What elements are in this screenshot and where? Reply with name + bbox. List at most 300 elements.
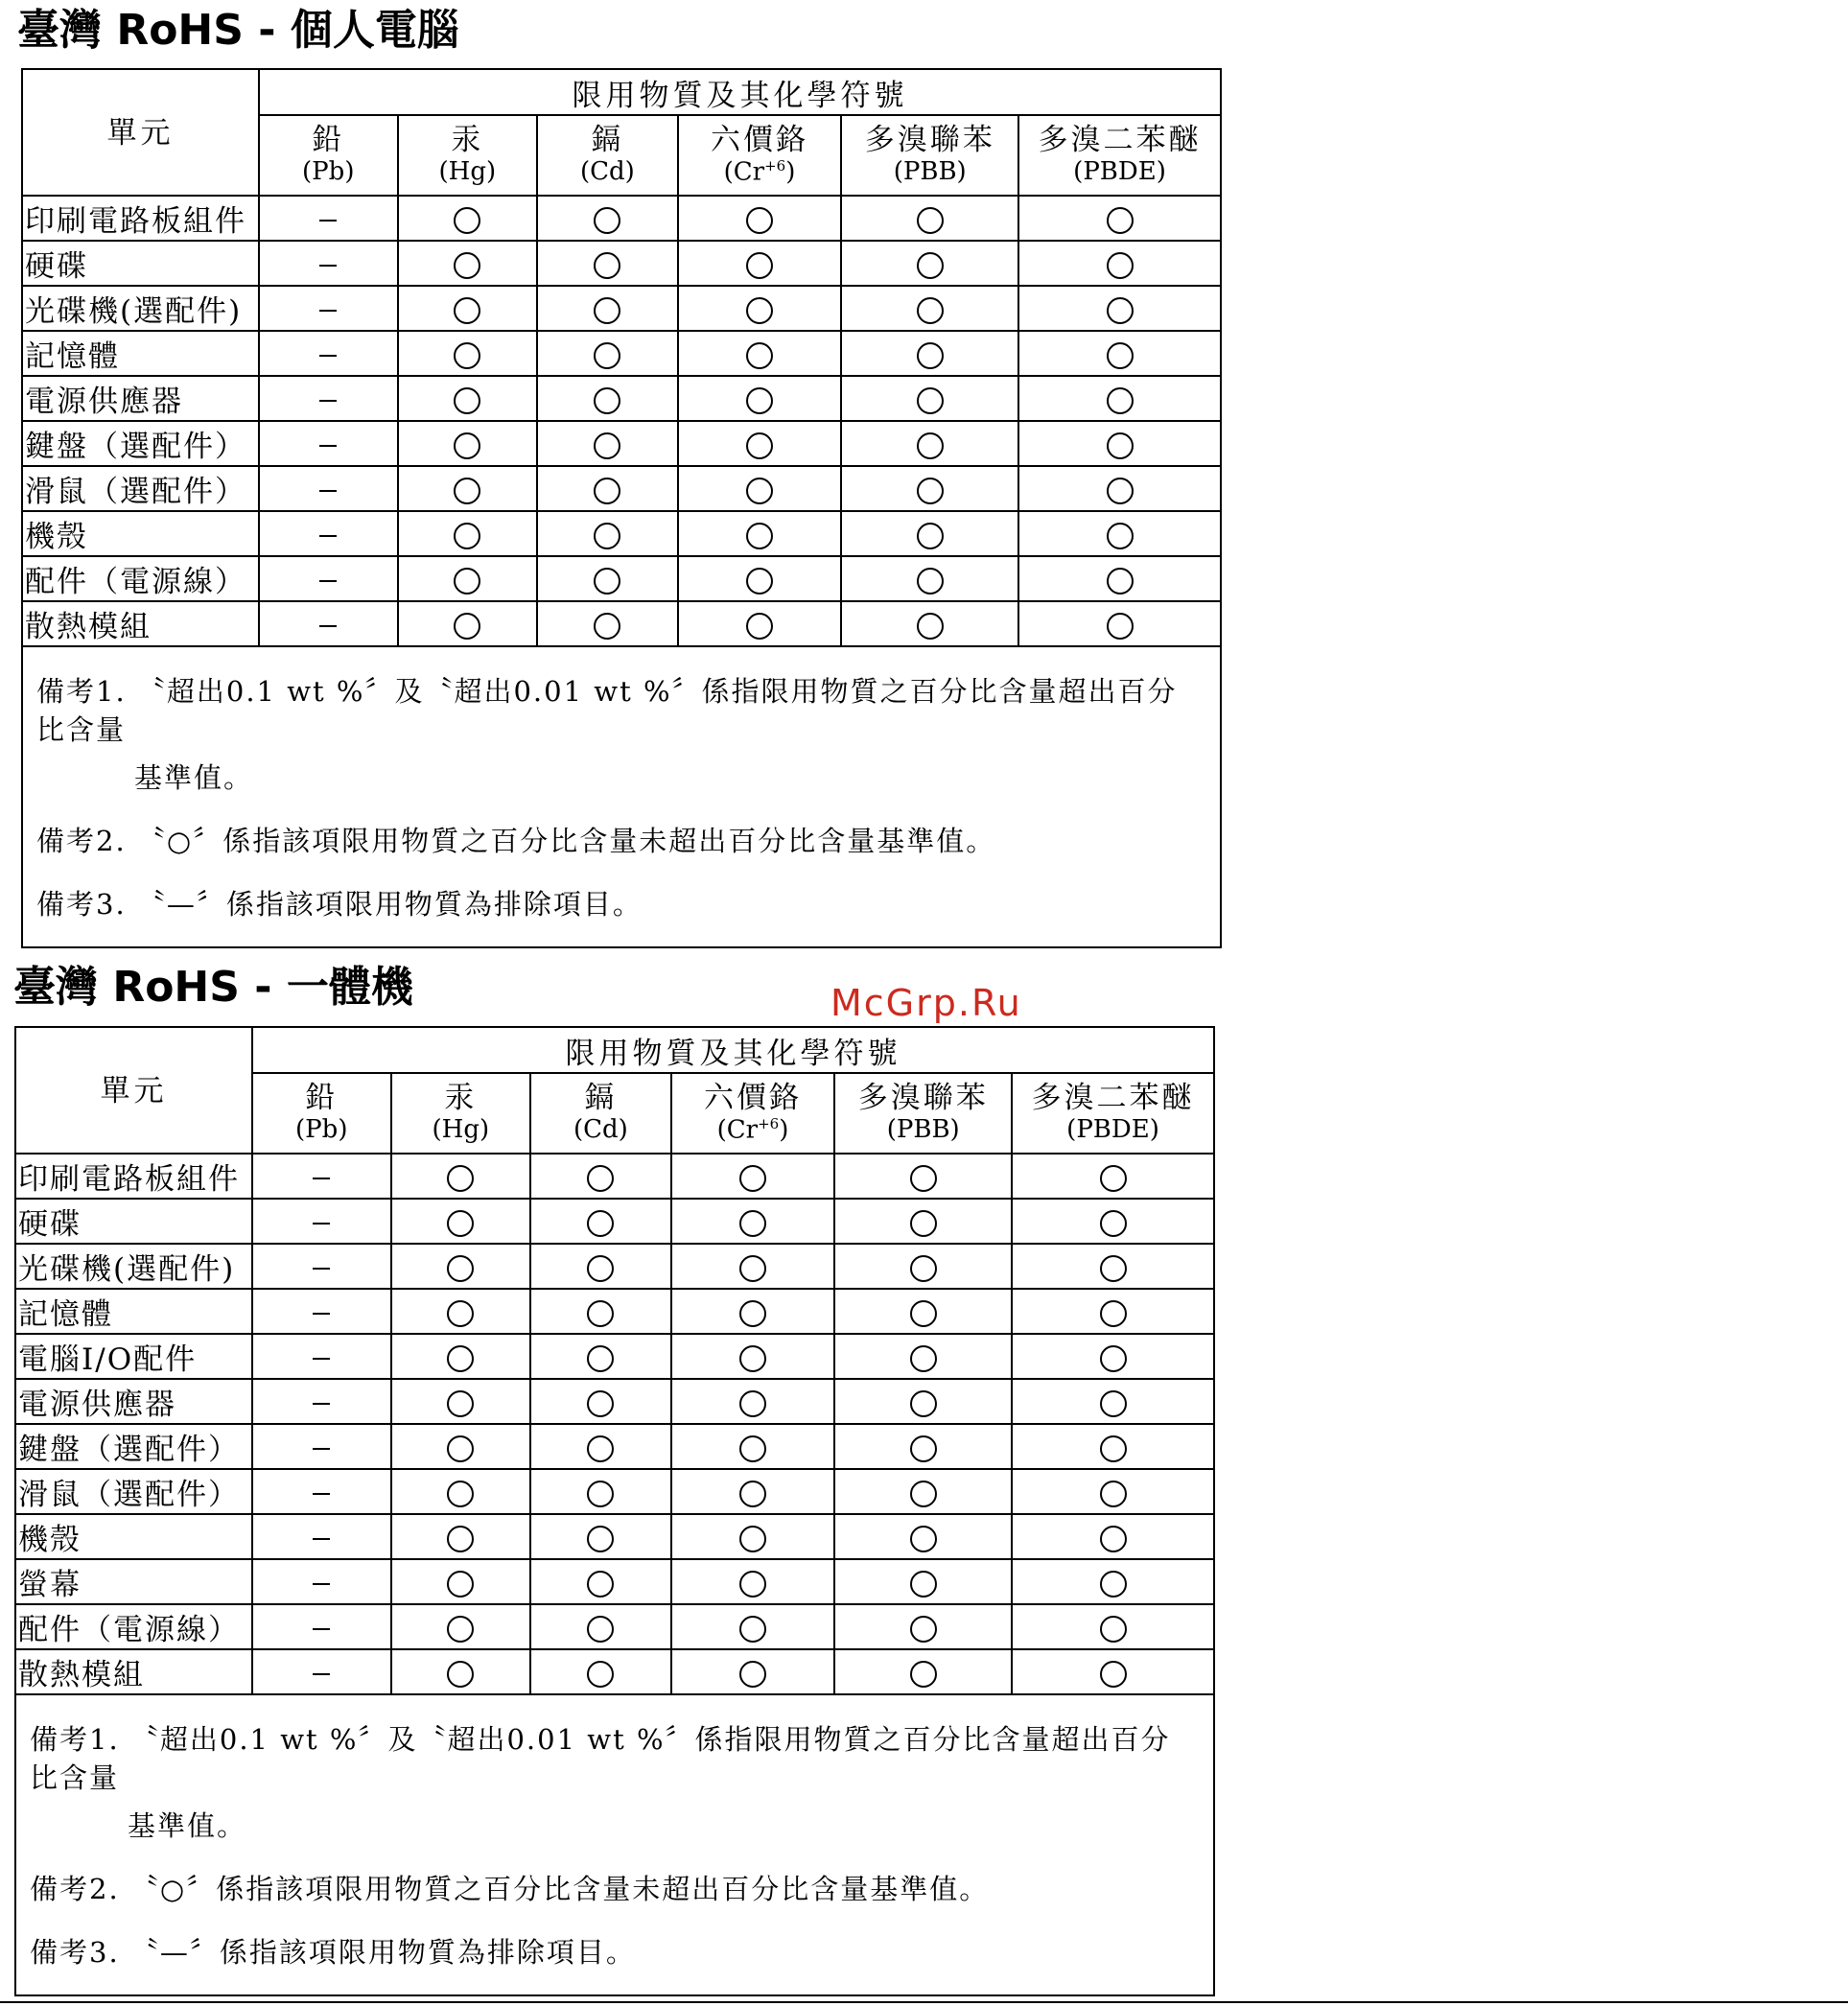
table-header <box>15 1027 1214 1154</box>
substance-cell <box>537 556 678 601</box>
header-row <box>15 1027 1214 1073</box>
dash-mark-icon <box>319 580 337 582</box>
substance-symbol <box>835 1116 1011 1145</box>
circle-mark-icon <box>1107 252 1134 279</box>
component-name: 鍵盤（選配件） <box>22 421 259 466</box>
substance-cell <box>671 1514 835 1559</box>
substance-cell <box>398 331 538 376</box>
circle-mark-icon <box>447 1616 474 1643</box>
circle-mark-icon <box>746 613 773 640</box>
substance-cell <box>252 1604 391 1649</box>
substance-cell <box>671 1379 835 1424</box>
substance-cell <box>252 1289 391 1334</box>
circle-mark-icon <box>739 1435 766 1462</box>
dash-mark-icon <box>319 535 337 537</box>
substance-cell <box>259 286 398 331</box>
circle-mark-icon <box>917 432 944 459</box>
circle-mark-icon <box>587 1661 614 1688</box>
substance-cell <box>1012 1559 1214 1604</box>
substance-cell <box>259 241 398 286</box>
circle-mark-icon <box>917 568 944 595</box>
substance-cell <box>1012 1604 1214 1649</box>
substance-cell <box>537 601 678 646</box>
substance-cell <box>834 1244 1012 1289</box>
circle-mark-icon <box>594 297 620 324</box>
substance-cell <box>252 1334 391 1379</box>
substance-cell <box>678 601 842 646</box>
notes-row <box>22 646 1221 947</box>
substance-cell <box>252 1424 391 1469</box>
substance-cell <box>671 1334 835 1379</box>
symbol-text: (Cd) <box>579 156 635 186</box>
circle-mark-icon <box>917 523 944 549</box>
circle-mark-icon <box>1107 432 1134 459</box>
substance-cell <box>678 286 842 331</box>
dash-mark-icon <box>319 400 337 402</box>
substance-cell <box>530 1604 671 1649</box>
substance-cell <box>678 556 842 601</box>
substance-cell <box>678 196 842 241</box>
circle-mark-icon <box>447 1300 474 1327</box>
circle-mark-icon <box>1107 613 1134 640</box>
component-name: 印刷電路板組件 <box>15 1154 252 1199</box>
substance-symbol <box>531 1116 670 1145</box>
substance-cell <box>671 1604 835 1649</box>
circle-mark-icon <box>739 1571 766 1598</box>
substance-header <box>1012 1073 1214 1154</box>
circle-mark-icon <box>1100 1526 1127 1552</box>
note-3: 備考3. 〝—〞係指該項限用物質為排除項目。 <box>36 888 643 921</box>
substance-cell <box>391 1604 531 1649</box>
substance-cell <box>834 1379 1012 1424</box>
substance-cell <box>398 511 538 556</box>
substance-symbol <box>1019 158 1220 187</box>
substance-cell <box>530 1199 671 1244</box>
note-1-line-2: 基準值。 <box>128 1809 247 1842</box>
substance-cell <box>841 601 1018 646</box>
circle-mark-icon <box>447 1210 474 1237</box>
circle-mark-icon <box>917 478 944 504</box>
symbol-superscript: +6 <box>764 156 786 175</box>
substance-cell <box>834 1334 1012 1379</box>
substance-cell <box>398 421 538 466</box>
circle-mark-icon <box>746 297 773 324</box>
circle-mark-icon <box>594 342 620 369</box>
symbol-close: ) <box>785 157 796 187</box>
substance-cell <box>391 1649 531 1694</box>
component-name: 電源供應器 <box>15 1379 252 1424</box>
circle-mark-icon <box>910 1616 937 1643</box>
component-name: 電腦I/O配件 <box>15 1334 252 1379</box>
table-row <box>22 466 1221 511</box>
dash-mark-icon <box>319 445 337 447</box>
circle-mark-icon <box>917 297 944 324</box>
circle-mark-icon <box>587 1390 614 1417</box>
substance-name: 鉛 <box>312 123 345 158</box>
table-row <box>22 511 1221 556</box>
component-name: 滑鼠（選配件） <box>15 1469 252 1514</box>
circle-mark-icon <box>739 1345 766 1372</box>
substance-symbol <box>842 158 1018 187</box>
dash-mark-icon <box>313 1673 330 1675</box>
substance-cell <box>537 196 678 241</box>
substance-cell <box>537 466 678 511</box>
substance-name: 六價鉻 <box>711 122 808 157</box>
substance-cell <box>678 331 842 376</box>
substance-name: 多溴聯苯 <box>864 123 995 158</box>
circle-mark-icon <box>1100 1165 1127 1192</box>
substance-name: 多溴二苯醚 <box>1038 123 1202 158</box>
circle-mark-icon <box>1100 1390 1127 1417</box>
substance-cell <box>530 1379 671 1424</box>
circle-mark-icon <box>746 432 773 459</box>
circle-mark-icon <box>1100 1571 1127 1598</box>
circle-mark-icon <box>454 432 480 459</box>
component-name: 光碟機(選配件) <box>22 286 259 331</box>
substance-header <box>834 1073 1012 1154</box>
substance-cell <box>530 1154 671 1199</box>
substance-header <box>398 115 538 196</box>
substance-header <box>391 1073 531 1154</box>
dash-mark-icon <box>313 1403 330 1405</box>
circle-mark-icon <box>594 387 620 414</box>
watermark: McGrp.Ru <box>830 982 1022 1024</box>
substance-cell <box>391 1244 531 1289</box>
substance-cell <box>530 1514 671 1559</box>
substance-name: 鎘 <box>591 123 624 158</box>
substance-cell <box>391 1559 531 1604</box>
circle-mark-icon <box>1107 342 1134 369</box>
substance-cell <box>834 1289 1012 1334</box>
symbol-text: (Cr <box>716 1115 759 1145</box>
circle-mark-icon <box>447 1255 474 1282</box>
circle-mark-icon <box>917 342 944 369</box>
substance-cell <box>841 376 1018 421</box>
circle-mark-icon <box>594 568 620 595</box>
substance-cell <box>1012 1379 1214 1424</box>
unit-header: 單元 <box>22 69 259 196</box>
substance-cell <box>1012 1334 1214 1379</box>
circle-mark-icon <box>1107 207 1134 234</box>
circle-mark-icon <box>910 1526 937 1552</box>
table-row <box>15 1199 1214 1244</box>
table-row <box>15 1559 1214 1604</box>
component-name: 光碟機(選配件) <box>15 1244 252 1289</box>
substance-header <box>1018 115 1221 196</box>
substance-header <box>537 115 678 196</box>
circle-mark-icon <box>739 1661 766 1688</box>
circle-mark-icon <box>739 1210 766 1237</box>
substance-cell <box>1018 196 1221 241</box>
circle-mark-icon <box>910 1345 937 1372</box>
circle-mark-icon <box>739 1300 766 1327</box>
circle-mark-icon <box>1100 1616 1127 1643</box>
dash-mark-icon <box>313 1538 330 1540</box>
substance-cell <box>1018 376 1221 421</box>
substance-cell <box>252 1559 391 1604</box>
circle-mark-icon <box>910 1300 937 1327</box>
substance-cell <box>841 286 1018 331</box>
substance-cell <box>398 556 538 601</box>
substance-cell <box>391 1469 531 1514</box>
substance-cell <box>530 1649 671 1694</box>
restricted-substances-header: 限用物質及其化學符號 <box>259 69 1221 115</box>
component-name: 散熱模組 <box>15 1649 252 1694</box>
note-1-line-2: 基準值。 <box>134 761 254 794</box>
circle-mark-icon <box>447 1435 474 1462</box>
substance-symbol <box>679 158 841 188</box>
substance-cell <box>1018 466 1221 511</box>
symbol-text: (PBB) <box>893 156 967 186</box>
component-name: 機殼 <box>22 511 259 556</box>
symbol-text: (PBB) <box>886 1114 960 1144</box>
note-1-line-1: 備考1. 〝超出0.1 wt %〞及〝超出0.01 wt %〞係指限用物質之百分比含量超出百分比含量 <box>30 1723 1171 1794</box>
substance-cell <box>1012 1424 1214 1469</box>
substance-cell <box>537 511 678 556</box>
substance-cell <box>834 1199 1012 1244</box>
substance-cell <box>252 1514 391 1559</box>
circle-mark-icon <box>910 1390 937 1417</box>
substance-symbol <box>253 1116 390 1145</box>
circle-mark-icon <box>739 1481 766 1507</box>
note-2: 備考2. 〝○〞係指該項限用物質之百分比含量未超出百分比含量基準值。 <box>30 1873 990 1905</box>
substance-name: 六價鉻 <box>704 1080 802 1115</box>
substance-cell <box>537 421 678 466</box>
table-row <box>15 1604 1214 1649</box>
circle-mark-icon <box>746 523 773 549</box>
substance-cell <box>259 376 398 421</box>
circle-mark-icon <box>587 1526 614 1552</box>
circle-mark-icon <box>594 207 620 234</box>
substance-cell <box>1012 1154 1214 1199</box>
table-row <box>15 1649 1214 1694</box>
table-header <box>22 69 1221 196</box>
circle-mark-icon <box>587 1255 614 1282</box>
dash-mark-icon <box>319 355 337 357</box>
substance-cell <box>1012 1469 1214 1514</box>
circle-mark-icon <box>910 1571 937 1598</box>
note-3: 備考3. 〝—〞係指該項限用物質為排除項目。 <box>30 1936 636 1969</box>
substance-cell <box>1018 286 1221 331</box>
circle-mark-icon <box>746 478 773 504</box>
substance-cell <box>1018 601 1221 646</box>
substance-cell <box>259 511 398 556</box>
circle-mark-icon <box>454 387 480 414</box>
table-row <box>15 1424 1214 1469</box>
circle-mark-icon <box>447 1345 474 1372</box>
circle-mark-icon <box>454 297 480 324</box>
substance-cell <box>1012 1199 1214 1244</box>
substance-name: 汞 <box>451 123 484 158</box>
component-name: 記憶體 <box>22 331 259 376</box>
table-row <box>15 1154 1214 1199</box>
circle-mark-icon <box>454 207 480 234</box>
substance-cell <box>834 1649 1012 1694</box>
substance-cell <box>391 1514 531 1559</box>
substance-cell <box>834 1559 1012 1604</box>
substance-cell <box>671 1649 835 1694</box>
circle-mark-icon <box>739 1616 766 1643</box>
substance-cell <box>259 601 398 646</box>
substance-cell <box>252 1154 391 1199</box>
dash-mark-icon <box>313 1313 330 1315</box>
substance-cell <box>671 1199 835 1244</box>
substance-cell <box>530 1244 671 1289</box>
substance-cell <box>391 1154 531 1199</box>
circle-mark-icon <box>454 252 480 279</box>
table-row <box>15 1244 1214 1289</box>
circle-mark-icon <box>739 1165 766 1192</box>
table-row <box>22 286 1221 331</box>
dash-mark-icon <box>313 1223 330 1225</box>
circle-mark-icon <box>454 342 480 369</box>
substance-cell <box>834 1424 1012 1469</box>
substance-cell <box>841 331 1018 376</box>
circle-mark-icon <box>447 1165 474 1192</box>
dash-mark-icon <box>319 310 337 312</box>
substance-cell <box>678 376 842 421</box>
substance-cell <box>671 1289 835 1334</box>
substance-symbol <box>672 1116 834 1146</box>
circle-mark-icon <box>454 613 480 640</box>
substance-cell <box>391 1334 531 1379</box>
substance-cell <box>259 556 398 601</box>
circle-mark-icon <box>454 568 480 595</box>
substance-cell <box>1018 421 1221 466</box>
substance-cell <box>398 286 538 331</box>
circle-mark-icon <box>594 523 620 549</box>
circle-mark-icon <box>910 1435 937 1462</box>
substance-cell <box>537 241 678 286</box>
table-body <box>22 196 1221 947</box>
circle-mark-icon <box>917 387 944 414</box>
substance-symbol <box>260 158 397 187</box>
substance-cell <box>671 1469 835 1514</box>
symbol-superscript: +6 <box>758 1114 780 1132</box>
table-body <box>15 1154 1214 1995</box>
substance-cell <box>678 511 842 556</box>
dash-mark-icon <box>313 1358 330 1360</box>
substance-cell <box>252 1649 391 1694</box>
substance-cell <box>259 466 398 511</box>
substance-cell <box>1012 1244 1214 1289</box>
table-row <box>15 1514 1214 1559</box>
circle-mark-icon <box>587 1616 614 1643</box>
header-row <box>22 69 1221 115</box>
substance-cell <box>252 1469 391 1514</box>
substance-header <box>671 1073 835 1154</box>
table-row <box>22 421 1221 466</box>
circle-mark-icon <box>1100 1255 1127 1282</box>
substance-cell <box>537 331 678 376</box>
symbol-close: ) <box>779 1115 789 1145</box>
component-name: 電源供應器 <box>22 376 259 421</box>
dash-mark-icon <box>319 490 337 492</box>
table-row <box>22 556 1221 601</box>
substance-cell <box>537 376 678 421</box>
substance-cell <box>391 1199 531 1244</box>
circle-mark-icon <box>1100 1435 1127 1462</box>
substance-cell <box>398 241 538 286</box>
circle-mark-icon <box>739 1390 766 1417</box>
circle-mark-icon <box>587 1210 614 1237</box>
circle-mark-icon <box>594 613 620 640</box>
substance-symbol <box>399 158 537 187</box>
substance-cell <box>671 1424 835 1469</box>
substance-cell <box>834 1469 1012 1514</box>
unit-header: 單元 <box>15 1027 252 1154</box>
rohs-table-personal-computer <box>21 68 1222 948</box>
substance-header <box>259 115 398 196</box>
circle-mark-icon <box>587 1165 614 1192</box>
substance-cell <box>1018 556 1221 601</box>
substance-symbol <box>538 158 677 187</box>
notes-row <box>15 1694 1214 1995</box>
circle-mark-icon <box>447 1661 474 1688</box>
circle-mark-icon <box>1100 1345 1127 1372</box>
circle-mark-icon <box>587 1481 614 1507</box>
dash-mark-icon <box>313 1178 330 1179</box>
note-1-line-1: 備考1. 〝超出0.1 wt %〞及〝超出0.01 wt %〞係指限用物質之百分比含量超出百分比含量 <box>36 675 1178 746</box>
circle-mark-icon <box>910 1255 937 1282</box>
dash-mark-icon <box>319 220 337 222</box>
circle-mark-icon <box>587 1300 614 1327</box>
substance-cell <box>841 241 1018 286</box>
component-name: 散熱模組 <box>22 601 259 646</box>
dash-mark-icon <box>313 1628 330 1630</box>
substance-cell <box>530 1469 671 1514</box>
circle-mark-icon <box>917 207 944 234</box>
circle-mark-icon <box>917 613 944 640</box>
circle-mark-icon <box>917 252 944 279</box>
circle-mark-icon <box>1107 297 1134 324</box>
restricted-substances-header: 限用物質及其化學符號 <box>252 1027 1214 1073</box>
substance-name: 汞 <box>444 1081 478 1116</box>
circle-mark-icon <box>447 1526 474 1552</box>
note-1 <box>30 1720 1200 1845</box>
circle-mark-icon <box>746 387 773 414</box>
circle-mark-icon <box>1100 1210 1127 1237</box>
table-row <box>22 241 1221 286</box>
substance-cell <box>398 466 538 511</box>
substance-cell <box>841 196 1018 241</box>
circle-mark-icon <box>746 252 773 279</box>
substance-cell <box>252 1244 391 1289</box>
substance-cell <box>252 1379 391 1424</box>
circle-mark-icon <box>1100 1661 1127 1688</box>
substance-name: 鉛 <box>305 1081 339 1116</box>
notes-cell <box>22 646 1221 947</box>
substance-header <box>678 115 842 196</box>
dash-mark-icon <box>313 1583 330 1585</box>
substance-cell <box>398 196 538 241</box>
substance-name: 多溴聯苯 <box>857 1081 989 1116</box>
component-name: 硬碟 <box>22 241 259 286</box>
table-row <box>15 1379 1214 1424</box>
circle-mark-icon <box>910 1481 937 1507</box>
circle-mark-icon <box>454 478 480 504</box>
symbol-text: (Hg) <box>438 156 497 186</box>
substance-cell <box>530 1334 671 1379</box>
substance-cell <box>841 511 1018 556</box>
component-name: 記憶體 <box>15 1289 252 1334</box>
table-row <box>22 601 1221 646</box>
circle-mark-icon <box>594 252 620 279</box>
substance-header <box>530 1073 671 1154</box>
circle-mark-icon <box>454 523 480 549</box>
substance-cell <box>391 1424 531 1469</box>
circle-mark-icon <box>1107 523 1134 549</box>
